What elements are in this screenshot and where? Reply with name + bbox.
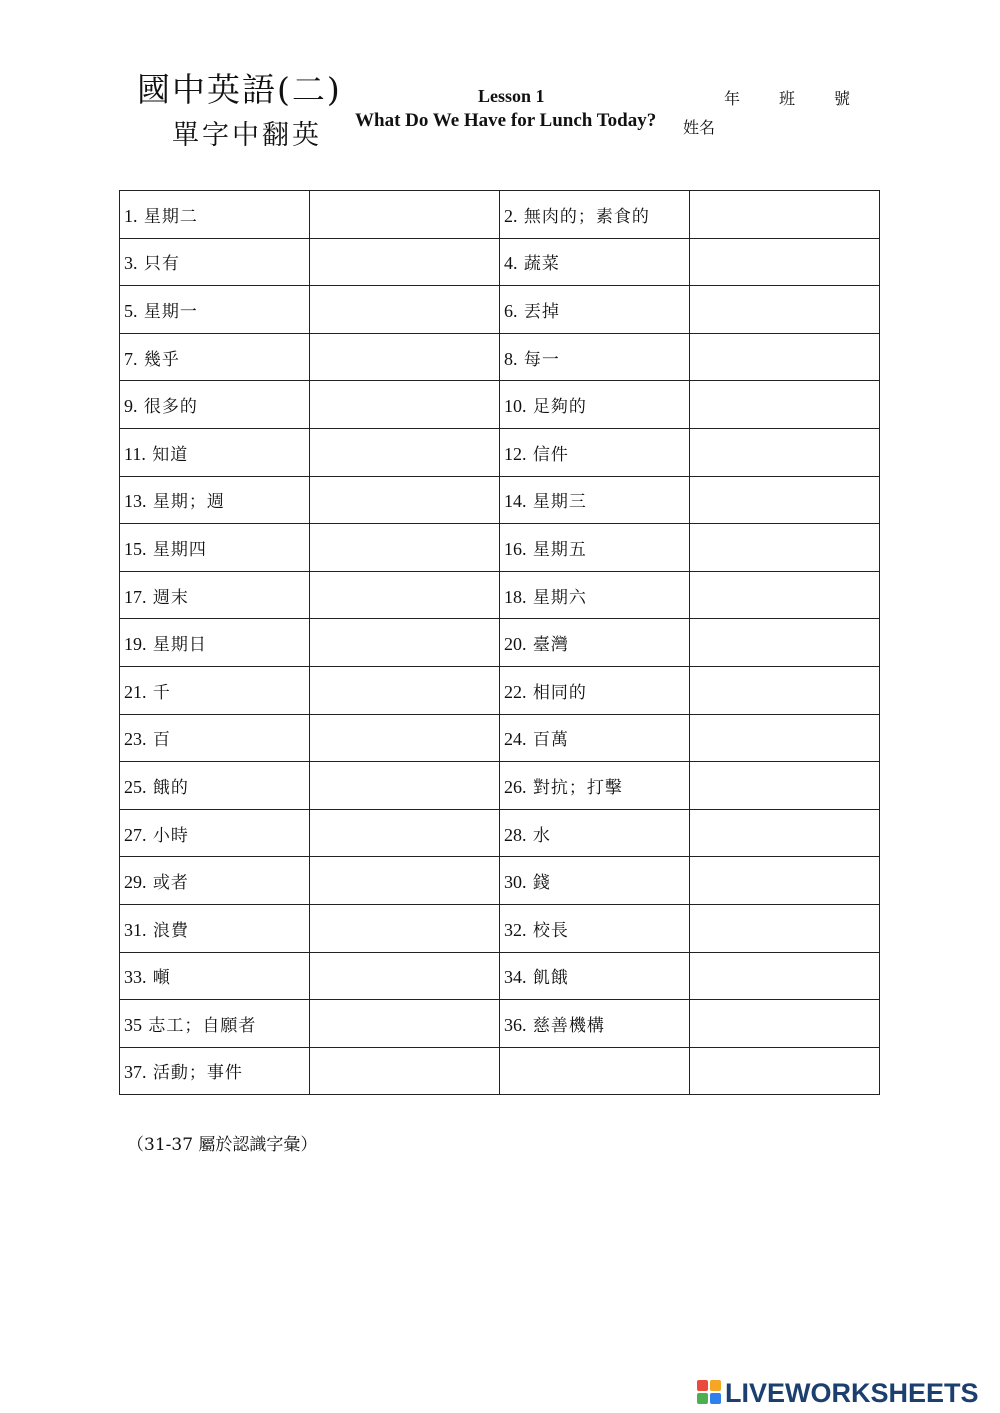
word-prompt-cell bbox=[500, 524, 690, 572]
table-row bbox=[120, 1000, 880, 1048]
word-prompt-cell bbox=[120, 1000, 310, 1048]
table-row bbox=[120, 476, 880, 524]
answer-cell[interactable] bbox=[690, 238, 880, 286]
liveworksheets-logo bbox=[697, 1378, 979, 1408]
chinese-word: 千 bbox=[152, 682, 171, 703]
word-prompt-cell bbox=[500, 286, 690, 334]
word-prompt-cell bbox=[500, 1000, 690, 1048]
item-number: 37. bbox=[124, 1062, 147, 1083]
chinese-word: 水 bbox=[532, 825, 551, 846]
item-number: 16. bbox=[504, 538, 527, 559]
word-prompt-cell bbox=[500, 762, 690, 810]
word-prompt-cell bbox=[500, 191, 690, 239]
word-prompt-cell bbox=[500, 619, 690, 667]
answer-cell[interactable] bbox=[310, 333, 500, 381]
answer-cell[interactable] bbox=[690, 904, 880, 952]
chinese-word: 臺灣 bbox=[532, 635, 569, 656]
item-number: 21. bbox=[124, 681, 147, 702]
answer-cell[interactable] bbox=[310, 191, 500, 239]
chinese-word: 蔬菜 bbox=[523, 254, 560, 275]
word-prompt-cell bbox=[500, 333, 690, 381]
table-row bbox=[120, 714, 880, 762]
table-row bbox=[120, 524, 880, 572]
item-number: 35 bbox=[124, 1014, 142, 1035]
answer-cell bbox=[690, 1047, 880, 1095]
table-row bbox=[120, 333, 880, 381]
word-prompt-cell bbox=[500, 666, 690, 714]
chinese-word: 只有 bbox=[143, 254, 180, 275]
item-number: 17. bbox=[124, 586, 147, 607]
answer-cell[interactable] bbox=[690, 476, 880, 524]
chinese-word: 對抗；打擊 bbox=[532, 777, 623, 798]
answer-cell[interactable] bbox=[690, 286, 880, 334]
word-prompt-cell bbox=[120, 333, 310, 381]
chinese-word: 信件 bbox=[532, 444, 569, 465]
liveworksheets-logo-icon bbox=[697, 1380, 723, 1406]
item-number: 11. bbox=[124, 443, 146, 464]
vocabulary-table bbox=[119, 190, 880, 1095]
word-prompt-cell bbox=[120, 809, 310, 857]
table-row bbox=[120, 904, 880, 952]
answer-cell[interactable] bbox=[690, 666, 880, 714]
answer-cell[interactable] bbox=[310, 1047, 500, 1095]
word-prompt-cell bbox=[500, 381, 690, 429]
chinese-word: 無肉的；素食的 bbox=[523, 206, 650, 227]
word-prompt-cell bbox=[500, 857, 690, 905]
chinese-word: 很多的 bbox=[143, 397, 198, 418]
answer-cell[interactable] bbox=[690, 333, 880, 381]
chinese-word: 幾乎 bbox=[143, 349, 180, 370]
item-number: 4. bbox=[504, 253, 518, 274]
answer-cell[interactable] bbox=[690, 952, 880, 1000]
item-number: 20. bbox=[504, 634, 527, 655]
item-number: 25. bbox=[124, 776, 147, 797]
item-number: 32. bbox=[504, 919, 527, 940]
table-row bbox=[120, 1047, 880, 1095]
answer-cell[interactable] bbox=[310, 428, 500, 476]
word-prompt-cell bbox=[120, 666, 310, 714]
chinese-word: 飢餓 bbox=[532, 968, 569, 989]
chinese-word: 星期二 bbox=[143, 206, 198, 227]
answer-cell[interactable] bbox=[310, 666, 500, 714]
chinese-word: 浪費 bbox=[152, 920, 189, 941]
item-number: 3. bbox=[124, 253, 138, 274]
answer-cell[interactable] bbox=[690, 191, 880, 239]
item-number: 15. bbox=[124, 538, 147, 559]
worksheet-title: 國中英語(二) bbox=[137, 70, 342, 109]
word-prompt-cell bbox=[120, 904, 310, 952]
chinese-word: 知道 bbox=[152, 444, 189, 465]
table-row bbox=[120, 381, 880, 429]
word-prompt-cell bbox=[120, 191, 310, 239]
item-number: 9. bbox=[124, 396, 138, 417]
chinese-word: 星期一 bbox=[143, 301, 198, 322]
chinese-word: 百萬 bbox=[532, 730, 569, 751]
item-number: 30. bbox=[504, 872, 527, 893]
item-number: 14. bbox=[504, 491, 527, 512]
lesson-title: What Do We Have for Lunch Today? bbox=[355, 110, 657, 131]
answer-cell[interactable] bbox=[690, 762, 880, 810]
answer-cell[interactable] bbox=[310, 857, 500, 905]
word-prompt-cell bbox=[120, 571, 310, 619]
answer-cell[interactable] bbox=[310, 381, 500, 429]
word-prompt-cell bbox=[500, 238, 690, 286]
name-label: 姓名 bbox=[683, 118, 716, 137]
word-prompt-cell bbox=[120, 238, 310, 286]
word-prompt-cell bbox=[500, 714, 690, 762]
item-number: 13. bbox=[124, 491, 147, 512]
table-row bbox=[120, 857, 880, 905]
chinese-word: 丟掉 bbox=[523, 301, 560, 322]
chinese-word: 星期日 bbox=[152, 635, 207, 656]
word-prompt-cell bbox=[500, 428, 690, 476]
chinese-word: 校長 bbox=[532, 920, 569, 941]
word-prompt-cell bbox=[120, 524, 310, 572]
table-row bbox=[120, 809, 880, 857]
item-number: 33. bbox=[124, 967, 147, 988]
table-row bbox=[120, 762, 880, 810]
item-number: 34. bbox=[504, 967, 527, 988]
item-number: 36. bbox=[504, 1014, 527, 1035]
chinese-word: 足夠的 bbox=[532, 397, 587, 418]
chinese-word: 錢 bbox=[532, 873, 551, 894]
word-prompt-cell bbox=[120, 381, 310, 429]
note-text: （31-37 屬於認識字彙） bbox=[127, 1135, 318, 1155]
word-prompt-cell bbox=[120, 286, 310, 334]
answer-cell[interactable] bbox=[690, 428, 880, 476]
item-number: 6. bbox=[504, 300, 518, 321]
word-prompt-cell bbox=[500, 809, 690, 857]
chinese-word: 星期五 bbox=[532, 539, 587, 560]
item-number: 12. bbox=[504, 443, 527, 464]
lesson-number: Lesson 1 bbox=[478, 86, 545, 106]
chinese-word: 星期六 bbox=[532, 587, 587, 608]
chinese-word: 活動；事件 bbox=[152, 1063, 243, 1084]
chinese-word: 或者 bbox=[152, 873, 189, 894]
word-prompt-cell bbox=[500, 1047, 690, 1095]
answer-cell[interactable] bbox=[310, 762, 500, 810]
table-row bbox=[120, 238, 880, 286]
word-prompt-cell bbox=[120, 714, 310, 762]
chinese-word: 百 bbox=[152, 730, 171, 751]
seat-number-label: 號 bbox=[834, 89, 851, 108]
answer-cell[interactable] bbox=[690, 619, 880, 667]
answer-cell[interactable] bbox=[310, 524, 500, 572]
answer-cell[interactable] bbox=[690, 714, 880, 762]
item-number: 10. bbox=[504, 396, 527, 417]
table-row bbox=[120, 571, 880, 619]
chinese-word: 星期；週 bbox=[152, 492, 225, 513]
table-row bbox=[120, 191, 880, 239]
word-prompt-cell bbox=[500, 476, 690, 524]
word-prompt-cell bbox=[120, 762, 310, 810]
answer-cell[interactable] bbox=[310, 619, 500, 667]
worksheet-subtitle: 單字中翻英 bbox=[172, 120, 322, 151]
answer-cell[interactable] bbox=[690, 1000, 880, 1048]
word-prompt-cell bbox=[120, 428, 310, 476]
word-prompt-cell bbox=[120, 1047, 310, 1095]
answer-cell[interactable] bbox=[310, 476, 500, 524]
answer-cell[interactable] bbox=[310, 809, 500, 857]
item-number: 19. bbox=[124, 634, 147, 655]
answer-cell[interactable] bbox=[690, 857, 880, 905]
word-prompt-cell bbox=[120, 857, 310, 905]
chinese-word: 星期四 bbox=[152, 539, 207, 560]
table-row bbox=[120, 666, 880, 714]
answer-cell[interactable] bbox=[310, 1000, 500, 1048]
answer-cell[interactable] bbox=[310, 286, 500, 334]
word-prompt-cell bbox=[120, 952, 310, 1000]
chinese-word: 星期三 bbox=[532, 492, 587, 513]
answer-cell[interactable] bbox=[690, 571, 880, 619]
chinese-word: 週末 bbox=[152, 587, 189, 608]
chinese-word: 慈善機構 bbox=[532, 1015, 605, 1036]
item-number: 5. bbox=[124, 300, 138, 321]
year-label: 年 bbox=[724, 89, 741, 108]
chinese-word: 餓的 bbox=[152, 777, 189, 798]
item-number: 29. bbox=[124, 872, 147, 893]
class-label: 班 bbox=[779, 89, 796, 108]
chinese-word: 噸 bbox=[152, 968, 171, 989]
item-number: 18. bbox=[504, 586, 527, 607]
item-number: 31. bbox=[124, 919, 147, 940]
answer-cell[interactable] bbox=[690, 809, 880, 857]
item-number: 26. bbox=[504, 776, 527, 797]
item-number: 27. bbox=[124, 824, 147, 845]
word-prompt-cell bbox=[500, 904, 690, 952]
item-number: 7. bbox=[124, 348, 138, 369]
word-prompt-cell bbox=[500, 952, 690, 1000]
answer-cell[interactable] bbox=[310, 571, 500, 619]
chinese-word: 相同的 bbox=[532, 682, 587, 703]
answer-cell[interactable] bbox=[310, 952, 500, 1000]
item-number: 22. bbox=[504, 681, 527, 702]
item-number: 28. bbox=[504, 824, 527, 845]
table-row bbox=[120, 286, 880, 334]
answer-cell[interactable] bbox=[310, 238, 500, 286]
word-prompt-cell bbox=[120, 476, 310, 524]
word-prompt-cell bbox=[120, 619, 310, 667]
word-prompt-cell bbox=[500, 571, 690, 619]
answer-cell[interactable] bbox=[690, 524, 880, 572]
liveworksheets-logo-text: LIVEWORKSHEETS bbox=[725, 1377, 979, 1408]
item-number: 23. bbox=[124, 729, 147, 750]
item-number: 2. bbox=[504, 205, 518, 226]
table-row bbox=[120, 952, 880, 1000]
chinese-word: 小時 bbox=[152, 825, 189, 846]
answer-cell[interactable] bbox=[310, 904, 500, 952]
item-number: 8. bbox=[504, 348, 518, 369]
item-number: 24. bbox=[504, 729, 527, 750]
chinese-word: 每一 bbox=[523, 349, 560, 370]
chinese-word: 志工；自願者 bbox=[148, 1015, 257, 1036]
item-number: 1. bbox=[124, 205, 138, 226]
answer-cell[interactable] bbox=[310, 714, 500, 762]
answer-cell[interactable] bbox=[690, 381, 880, 429]
table-row bbox=[120, 428, 880, 476]
table-row bbox=[120, 619, 880, 667]
